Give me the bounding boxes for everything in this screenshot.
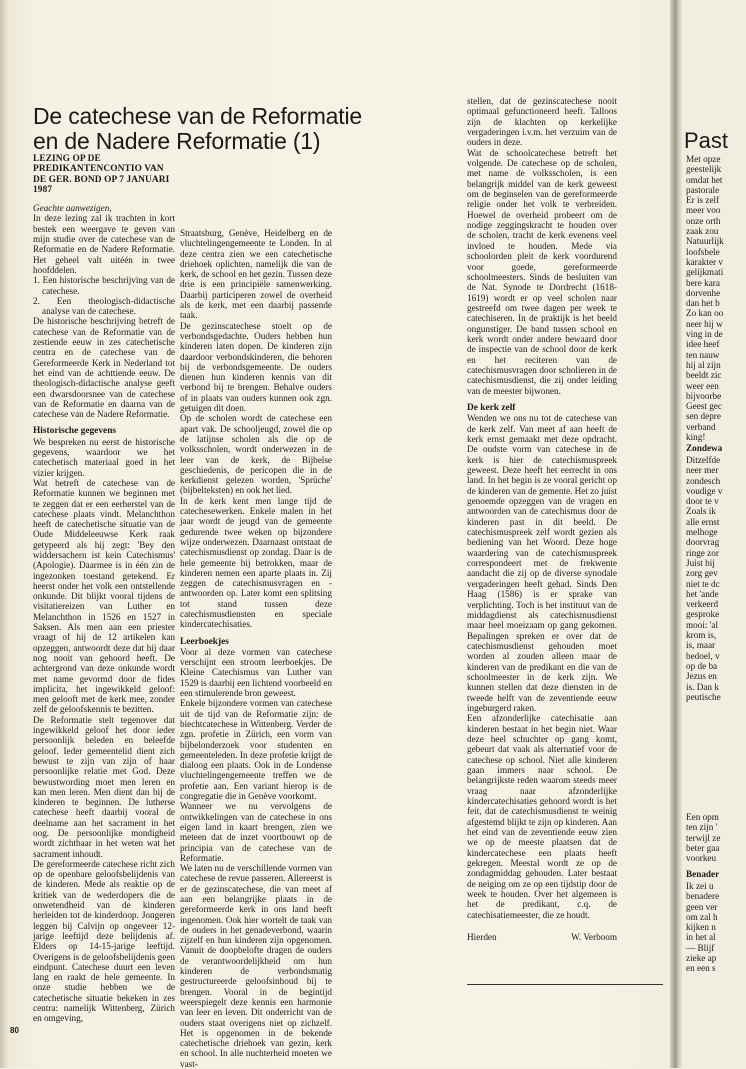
paragraph: In de kerk kent men lange tijd de catechesewerken. Enkele malen in het jaar wordt de jeugd van de gemeente gedurende twee weken op bijzondere wijze onderwezen. Daarnaast ontstaat de catechismusdienst op zondag. Daar is de hele gemeente bij betrokken, maar de kinderen nemen een aparte plaats in. Zij zeggen de catechismusvragen en -antwoorden op. Later komt een splitsing tot stand tussen deze catechismusdiensten en speciale kindercatechisaties. [180, 495, 332, 630]
paragraph: Op de scholen wordt de catechese een apart vak. De schooljeugd, zowel die op de latijnse scholen als die op de volksscholen, wordt onderwezen in de leer van de kerk, de Bijbelse geschiedenis, de pericopen die in de kerkdienst gelezen worden, 'Sprüche' (bijbelteksten) en ook het lied. [180, 413, 332, 496]
facing-page-line: ten zijn ' [686, 822, 718, 833]
facing-page-line: Ditzelfde [686, 455, 721, 465]
paragraph: Straatsburg, Genève, Heidelberg en de vluchtelingengemeente te Londen. In al deze centra zien we een catechetische driehoek oplichten, namelijk die van de kerk, de school en het gezin. Tussen deze drie is een principiële samenwerking. Daarbij participeren zowel de overheid als de kerk, met een daarbij passende taak. [180, 228, 332, 321]
facing-page-heading: Benader [686, 869, 720, 879]
facing-page-line: neer hij w [686, 318, 723, 329]
list-item: 2. Een theologisch-didactische analyse van de catechese. [33, 295, 175, 317]
paragraph: De gereformeerde catechese richt zich op de openbare geloofsbelijdenis van de kinderen. Mede als reaktie op de kritiek van de wederdopers die de onwetendheid van de kinderen herleiden tot de kinderdoop. Jongeren leggen bij Calvijn op ongeveer 12-jarige leeftijd deze belijdenis af. Elders op 14-15-jarige leeftijd. Overigens is de geloofsbelijdenis geen eindpunt. Catechese duurt een leven lang en raakt de hele gemeente. In onze studie hebben we de catechetische situatie bekeken in zes centra: namelijk Wittenberg, Zürich en omgeving, [33, 858, 175, 1024]
facing-page-line: doorvrag [686, 537, 720, 548]
paragraph: Wenden we ons nu tot de catechese van de kerk zelf. Van meet af aan heeft de kerk ernst gemaakt met deze opdracht. De oudste vorm van catechese in de kerk is hier de catechismuspreek geweest. Deze heeft het eerrecht in ons land. In het begin is ze vooral gericht op de kinderen van de gemente. Het zo juist genoemde opzeggen van de vragen en antwoorden van de catechismus door de kinderen past in dit beeld. De catechismuspreek zelf wordt gezien als bediening van het Woord. Deze hoge waardering van de catechismuspreek correspondeert met de frekwente aandacht die zij op de diverse synodale vergaderingen heeft gehad. Sinds Den Haag (1586) is er sprake van verplichting. Toch is het instituut van de middagdienst als catechismusdienst maar heel moeizaam op gang gekomen. Bepalingen spreken er over dat de catechismusdienst gehouden moet worden al zouden alleen maar de kinderen van de predikant en die van de schoolmeester in de kerk zijn. We kunnen stellen dat deze diensten in de tweede helft van de zeventiende eeuw ingeburgerd raken. [467, 413, 618, 713]
paragraph: Wanneer we nu vervolgens de ontwikkelingen van de catechese in ons eigen land in kaart brengen, zien we meteen dat de inzet voortbouwt op de principia van de catechese van de Reformatie. [180, 801, 332, 863]
facing-page-column [686, 455, 746, 702]
facing-page-line: geestelijk [686, 164, 722, 175]
facing-page-line: geen ver [686, 901, 718, 912]
facing-page-line: pastorale [686, 184, 720, 195]
facing-page-line: ving in de [686, 329, 723, 340]
title-line-2: en de Nadere Reformatie (1) [33, 128, 321, 154]
signoff-place: Hierden [467, 932, 497, 943]
facing-page-line: beter gaa [686, 842, 720, 853]
paragraph: stellen, dat de gezinscatechese nooit optimaal gefunctioneerd heeft. Talloos zijn de klachten op kerkelijke vergaderingen i.v.m. het verzuim van de ouders in deze. [467, 96, 617, 148]
paragraph: We laten nu de verschillende vormen van catechese de revue passeren. Allereerst is er de gezinscatechese, die van meet af aan een belangrijke plaats in de gereformeerde kerk in ons land heeft ingenomen. Ook hier wortelt de taak van de ouders in het genadeverbond, waarin zijzelf en hun kinderen zijn opgenomen. Vanuit de doopbelofte dragen de ouders de verantwoordelijkheid om hun kinderen de verbondsmatig gestructureerde geloofsinhoud bij te brengen. Vooral in de begintijd weerspiegelt deze kennis een harmonie van leer en leven. Dit onderricht van de ouders staat overigens niet op zichzelf. Het is opgenomen in de bekende catechetische driehoek van gezin, kerk en school. In alle nuchterheid moeten we vast- [180, 863, 332, 1069]
facing-page-line: op de ba [686, 660, 718, 671]
facing-page-column [686, 154, 746, 442]
facing-page-title: Past [684, 128, 729, 153]
facing-page-line: Zoals ik [686, 506, 716, 517]
facing-page-line: door te v [686, 496, 719, 507]
facing-page-line: idee heef [686, 339, 720, 350]
facing-page-line: Natuurlijk [686, 236, 724, 247]
article-column-1 [33, 154, 175, 1024]
section-heading-historisch: Historische gegevens [33, 426, 117, 437]
paragraph: In deze lezing zal ik trachten in kort bestek een weergave te geven van mijn studie over de catechese van de Reformatie en de Nadere Reformatie. Het geheel valt uitéén in twee hoofddelen. [33, 213, 175, 275]
facing-page-line: dorvenhe [686, 287, 721, 298]
facing-page-line: zondesch [686, 475, 721, 486]
facing-page-line: verband [686, 421, 716, 432]
facing-page-line: Geest gec [686, 401, 722, 412]
article-column-3 [467, 96, 617, 976]
facing-page-column [686, 812, 746, 863]
facing-page-line: Ik zei u [686, 881, 714, 891]
facing-page-line: ringe zor [686, 547, 719, 558]
article-subhead: LEZING OP DE PREDIKANTENCONTIO VAN DE GER. BOND OP 7 JANUARI 1987 [33, 154, 170, 195]
facing-page-line: voorkeu [686, 853, 717, 864]
facing-page-line: het 'ande [686, 588, 719, 599]
facing-page-line: Er is zelf [686, 195, 720, 206]
facing-page-line: sen depre [686, 411, 721, 422]
facing-page-line: in het al [686, 932, 716, 943]
facing-page-line: melhoge [686, 527, 718, 538]
facing-page-line: onze orth [686, 215, 721, 226]
page-edge [0, 0, 8, 1068]
facing-page-line: voudige v [686, 485, 723, 496]
facing-page-line: loofsbele [686, 246, 720, 257]
facing-page-line: kijken n [686, 922, 716, 933]
book-gutter [670, 0, 682, 1068]
facing-page-line: Juist bij [686, 557, 715, 568]
facing-page-line: dan het b [686, 298, 720, 309]
paragraph: Wat de schoolcatechese betreft het volgende. De catechese op de scholen, met name de volksscholen, is een belangrijk middel van de kerk geweest om de beginselen van de gereformeerde religie onder het volk te verbreiden. Hoewel de overheid probeert om de nodige zeggingskracht te houden over de scholen, tracht de kerk evenens veel invloed te houden. Mede via schoolorden pleit de kerk voordurend voor goede, gereformeerde schoolmeesters. Sinds de besluiten van de Nat. Synode te Dordrecht (1618-1619) wordt er op veel scholen naar gestreefd om twee dagen per week te catechiseren. In de praktijk is het beeld ongunstiger. De band tussen school en kerk wordt onder andere bewaard door de inspectie van de school door de kerk en het reciteren van de catechismusvragen door scholieren in de catechismusdienst, die zij onder leiding van de meester bijwonen. [467, 147, 617, 396]
facing-page-line: weer een [686, 380, 719, 391]
paragraph: We bespreken nu eerst de historische gegevens, waardoor we het catechetisch materiaal goed in het vizier krijgen. [33, 436, 175, 478]
facing-page-line: bere kara [686, 277, 720, 288]
paragraph: Voor al deze vormen van catechese verschijnt een stroom leerboekjes. De Kleine Catechismus van Luther van 1529 is daarbij een lichtend voorbeeld en een stimulerende bron geweest. [180, 646, 332, 699]
facing-page-line: niet te dc [686, 578, 720, 589]
facing-page-line: neer mer [686, 465, 719, 476]
facing-page-line: zaak zou [686, 226, 719, 237]
facing-page-line: bedoel, v [686, 650, 720, 661]
paragraph: De Reformatie stelt tegenover dat ingewikkeld geloof het door ieder persoonlijk beleden en beleefde geloof. Ieder gemeentelid dient zich bewust te zijn van zijn of haar persoonlijke relatie met God. Deze bewustwording moet men leren en kan men leren. Men dient dan bij de kinderen te beginnen. De lutherse catechese heeft daarbij vooral de deelname aan het sacrament in het oog. De persoonlijke mondigheid wordt zichtbaar in het weten wat het sacrament inhoudt. [33, 714, 175, 859]
facing-page-line: ten nauw [686, 349, 720, 360]
facing-page-line: karakter v [686, 256, 723, 267]
facing-page-line: Zo kan oo [686, 308, 724, 319]
column-rule [467, 984, 663, 985]
paragraph: De historische beschrijving betreft de catechese van de Reformatie van de zestiende eeuw in zes catechetische centra en de catechese van de Gereformeerde Kerk in Nederland tot het eind van de achttiende eeuw. De theologisch-didactische analyse geeft een dwarsdoorsnee van de catechese van de Reformatie en daarna van de catechese van de Nadere Reformatie. [33, 316, 175, 420]
facing-page-line: — Blijf [686, 942, 715, 953]
paragraph: Een afzonderlijke catechisatie aan kinderen bestaat in het begin niet. Waar deze heel schuchter op gang komt, gebeurt dat vaak als alternatief voor de catechese op school. Niet alle kinderen gaan immers naar school. De belangrijkste reden waarom steeds meer vraag naar afzonderlijke kindercatechisaties gehoord wordt is het feit, dat de catechismusdienst te weinig afgestemd blijkt te zijn op kinderen. Aan het eind van de zeventiende eeuw zien we op de meeste plaatsen dat de kindercatechese een plaats heeft gekregen. Meestal wordt ze op de zondagmiddag gehouden. Later bestaat de neiging om ze op een tijdstip door de week te houden. Over het algemeen is het de predikant, c.q. de catechisatiemeester, die ze houdt. [467, 713, 617, 920]
facing-page-line: meer voo [686, 205, 721, 216]
facing-page-line: peutische [686, 691, 721, 702]
facing-page-line: mooi: 'al [686, 619, 719, 630]
paragraph: Enkele bijzondere vormen van catechese uit de tijd van de Reformatie zijn: de biechtcatechese in Wittenberg. Verder de zgn. profetie in Zürich, een vorm van bijbelonderzoek voor studenten en gemeenteleden. In deze profetie krijgt de dialoog een plaats. Ook in de Londense vluchtelingengemeente treffen we de profetie aan. Een variant hierop is de congregatie die in Genève voorkomt. [180, 698, 332, 802]
facing-page-line: bijvoorbe [686, 390, 722, 401]
facing-page-line: Met opze [686, 154, 721, 164]
facing-page-line: gesproke [686, 609, 720, 620]
facing-page-line: om zal h [686, 911, 718, 922]
facing-page-line: terwijl ze [686, 832, 721, 843]
salutation: Geachte aanwezigen, [33, 203, 112, 214]
article-column-2 [180, 228, 332, 1069]
paragraph: Wat betreft de catechese van de Reformatie kunnen we beginnen met te zeggen dat er een eerherstel van de catechese plaats vindt. Melanchthon heeft de catechetische situatie van de Oude Middeleeuwse Kerk raak getypeerd als hij zegt: 'Bey den widdersachern ist kein Catechismus' (Apologie). Daarmee is in één zin de ingezonken toestand getekend. Er heerst onder het volk een ontstellende onkunde. Dit blijkt vooral tijdens de visitatiereizen van Luther en Melanchthon in 1526 en 1527 in Saksen. Als men aan een priester vraagt of hij de 12 artikelen kan opzeggen, antwoordt deze dat hij daar nog nooit van gehoord heeft. De achtergrond van deze onkunde wordt met name gevormd door de fides implicita, het ingewikkeld geloof: men gelooft met de kerk mee, zonder zelf de geloofskennis te bezitten. [33, 477, 175, 715]
facing-page-line: benadere [686, 891, 720, 902]
facing-page-line: beeldt zic [686, 370, 722, 381]
facing-page-line: krom is, [686, 630, 717, 641]
facing-page-line: alle ernst [686, 516, 720, 527]
facing-page-line: hij al zijn [686, 359, 721, 370]
outline-list [33, 275, 175, 316]
facing-page-line: is, maar [686, 640, 716, 651]
facing-page-line: Een opm [686, 812, 719, 822]
facing-page-line: verkeerd [686, 599, 719, 610]
facing-page-line: gelijkmati [686, 267, 724, 278]
section-heading-kerk: De kerk zelf [467, 402, 516, 413]
title-line-1: De catechese van de Reformatie [33, 103, 362, 129]
signoff [467, 932, 617, 942]
signoff-author: W. Verboom [571, 932, 617, 943]
facing-page-line: is. Dan k [686, 681, 719, 692]
section-heading-leerboekjes: Leerboekjes [180, 636, 229, 647]
facing-page-line: omdat het [686, 174, 723, 185]
facing-page-column [686, 881, 746, 974]
facing-page-line: zieke ap [686, 953, 717, 964]
facing-page-line: king! [686, 432, 706, 443]
facing-page-line: en een s [686, 963, 716, 974]
facing-page-heading: Zondewa [686, 443, 723, 453]
article-title [33, 104, 463, 154]
paragraph: De gezinscatechese stoelt op de verbondsgedachte. Ouders hebben hun kinderen laten dopen. De kinderen zijn daardoor verbondskinderen, die behoren bij de verbondsgemeente. De ouders dienen hun kinderen kennis van dit verbond bij te brengen. Behalve ouders of in plaats van ouders kunnen ook zgn. getuigen dit doen. [180, 320, 332, 414]
page-number: 80 [10, 1026, 19, 1035]
facing-page-line: Jezus en [686, 671, 717, 682]
facing-page-line: zorg gev [686, 568, 718, 579]
list-item: 1. Een historische beschrijving van de catechese. [33, 275, 175, 296]
